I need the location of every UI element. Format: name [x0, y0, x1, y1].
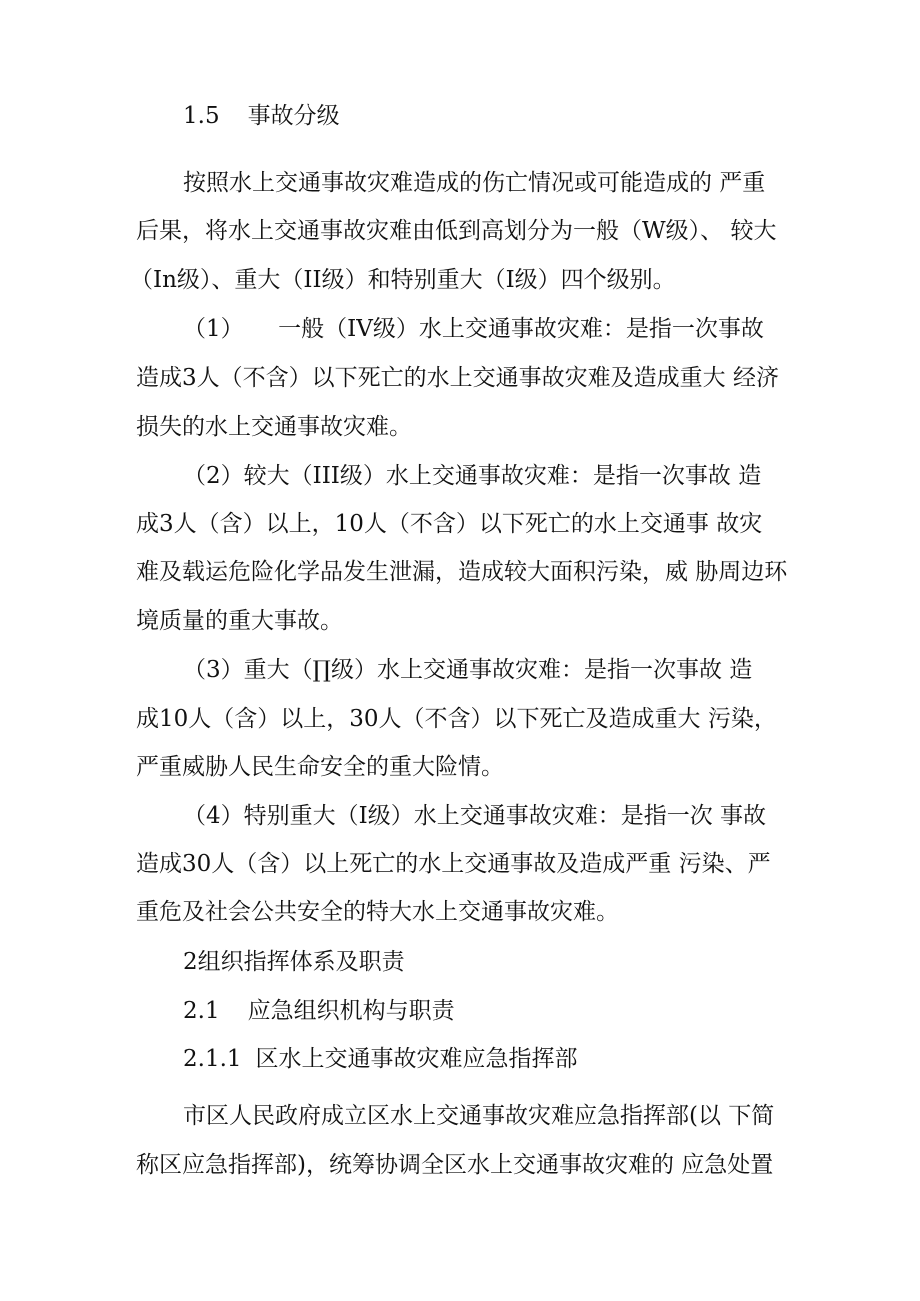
paragraph-line: （2）较大（III级）水上交通事故灾难：是指一次事故 造 [183, 463, 762, 489]
section-title: 区水上交通事故灾难应急指挥部 [255, 1046, 578, 1072]
paragraph-line: 损失的水上交通事故灾难。 [136, 414, 412, 440]
paragraph-line: 市区人民政府成立区水上交通事故灾难应急指挥部(以 下简 [183, 1103, 775, 1129]
paragraph-line: 成3人（含）以上，10人（不含）以下死亡的水上交通事 故灾 [136, 511, 763, 537]
section-number: 1.5 [183, 103, 220, 129]
section-number: 2.1.1 [183, 1046, 242, 1072]
paragraph-line: （1） 一般（IV级）水上交通事故灾难：是指一次事故 [183, 316, 764, 342]
section-heading-2-1 [183, 996, 455, 1026]
paragraph-line: （4）特别重大（I级）水上交通事故灾难：是指一次 事故 [183, 803, 767, 829]
section-title: 2组织指挥体系及职责 [183, 949, 405, 975]
paragraph-line: （In级）、重大（II级）和特别重大（I级）四个级别。 [130, 267, 676, 293]
paragraph-line: 按照水上交通事故灾难造成的伤亡情况或可能造成的 严重 [183, 170, 766, 196]
paragraph-line: 严重威胁人民生命安全的重大险情。 [136, 754, 504, 780]
section-heading-2-1-1 [183, 1044, 578, 1074]
paragraph-line: 成10人（含）以上，30人（不含）以下死亡及造成重大 污染， [136, 706, 777, 732]
section-heading-2 [183, 947, 405, 977]
paragraph-line: 称区应急指挥部)，统筹协调全区水上交通事故灾难的 应急处置 [136, 1152, 774, 1178]
paragraph-line: （3）重大（∏级）水上交通事故灾难：是指一次事故 造 [183, 657, 753, 683]
section-heading-1-5 [183, 101, 340, 131]
paragraph-line: 造成30人（含）以上死亡的水上交通事故及造成严重 污染、严 [136, 851, 771, 877]
section-number: 2.1 [183, 998, 220, 1024]
paragraph-line: 后果，将水上交通事故灾难由低到高划分为一般（W级）、 较大 [136, 218, 777, 244]
paragraph-line: 境质量的重大事故。 [136, 608, 343, 634]
paragraph-line: 难及载运危险化学品发生泄漏，造成较大面积污染，威 胁周边环 [136, 559, 788, 585]
paragraph-line: 造成3人（不含）以下死亡的水上交通事故灾难及造成重大 经济 [136, 365, 779, 391]
section-title: 应急组织机构与职责 [247, 998, 455, 1024]
paragraph-line: 重危及社会公共安全的特大水上交通事故灾难。 [136, 899, 619, 925]
section-title: 事故分级 [247, 103, 340, 129]
